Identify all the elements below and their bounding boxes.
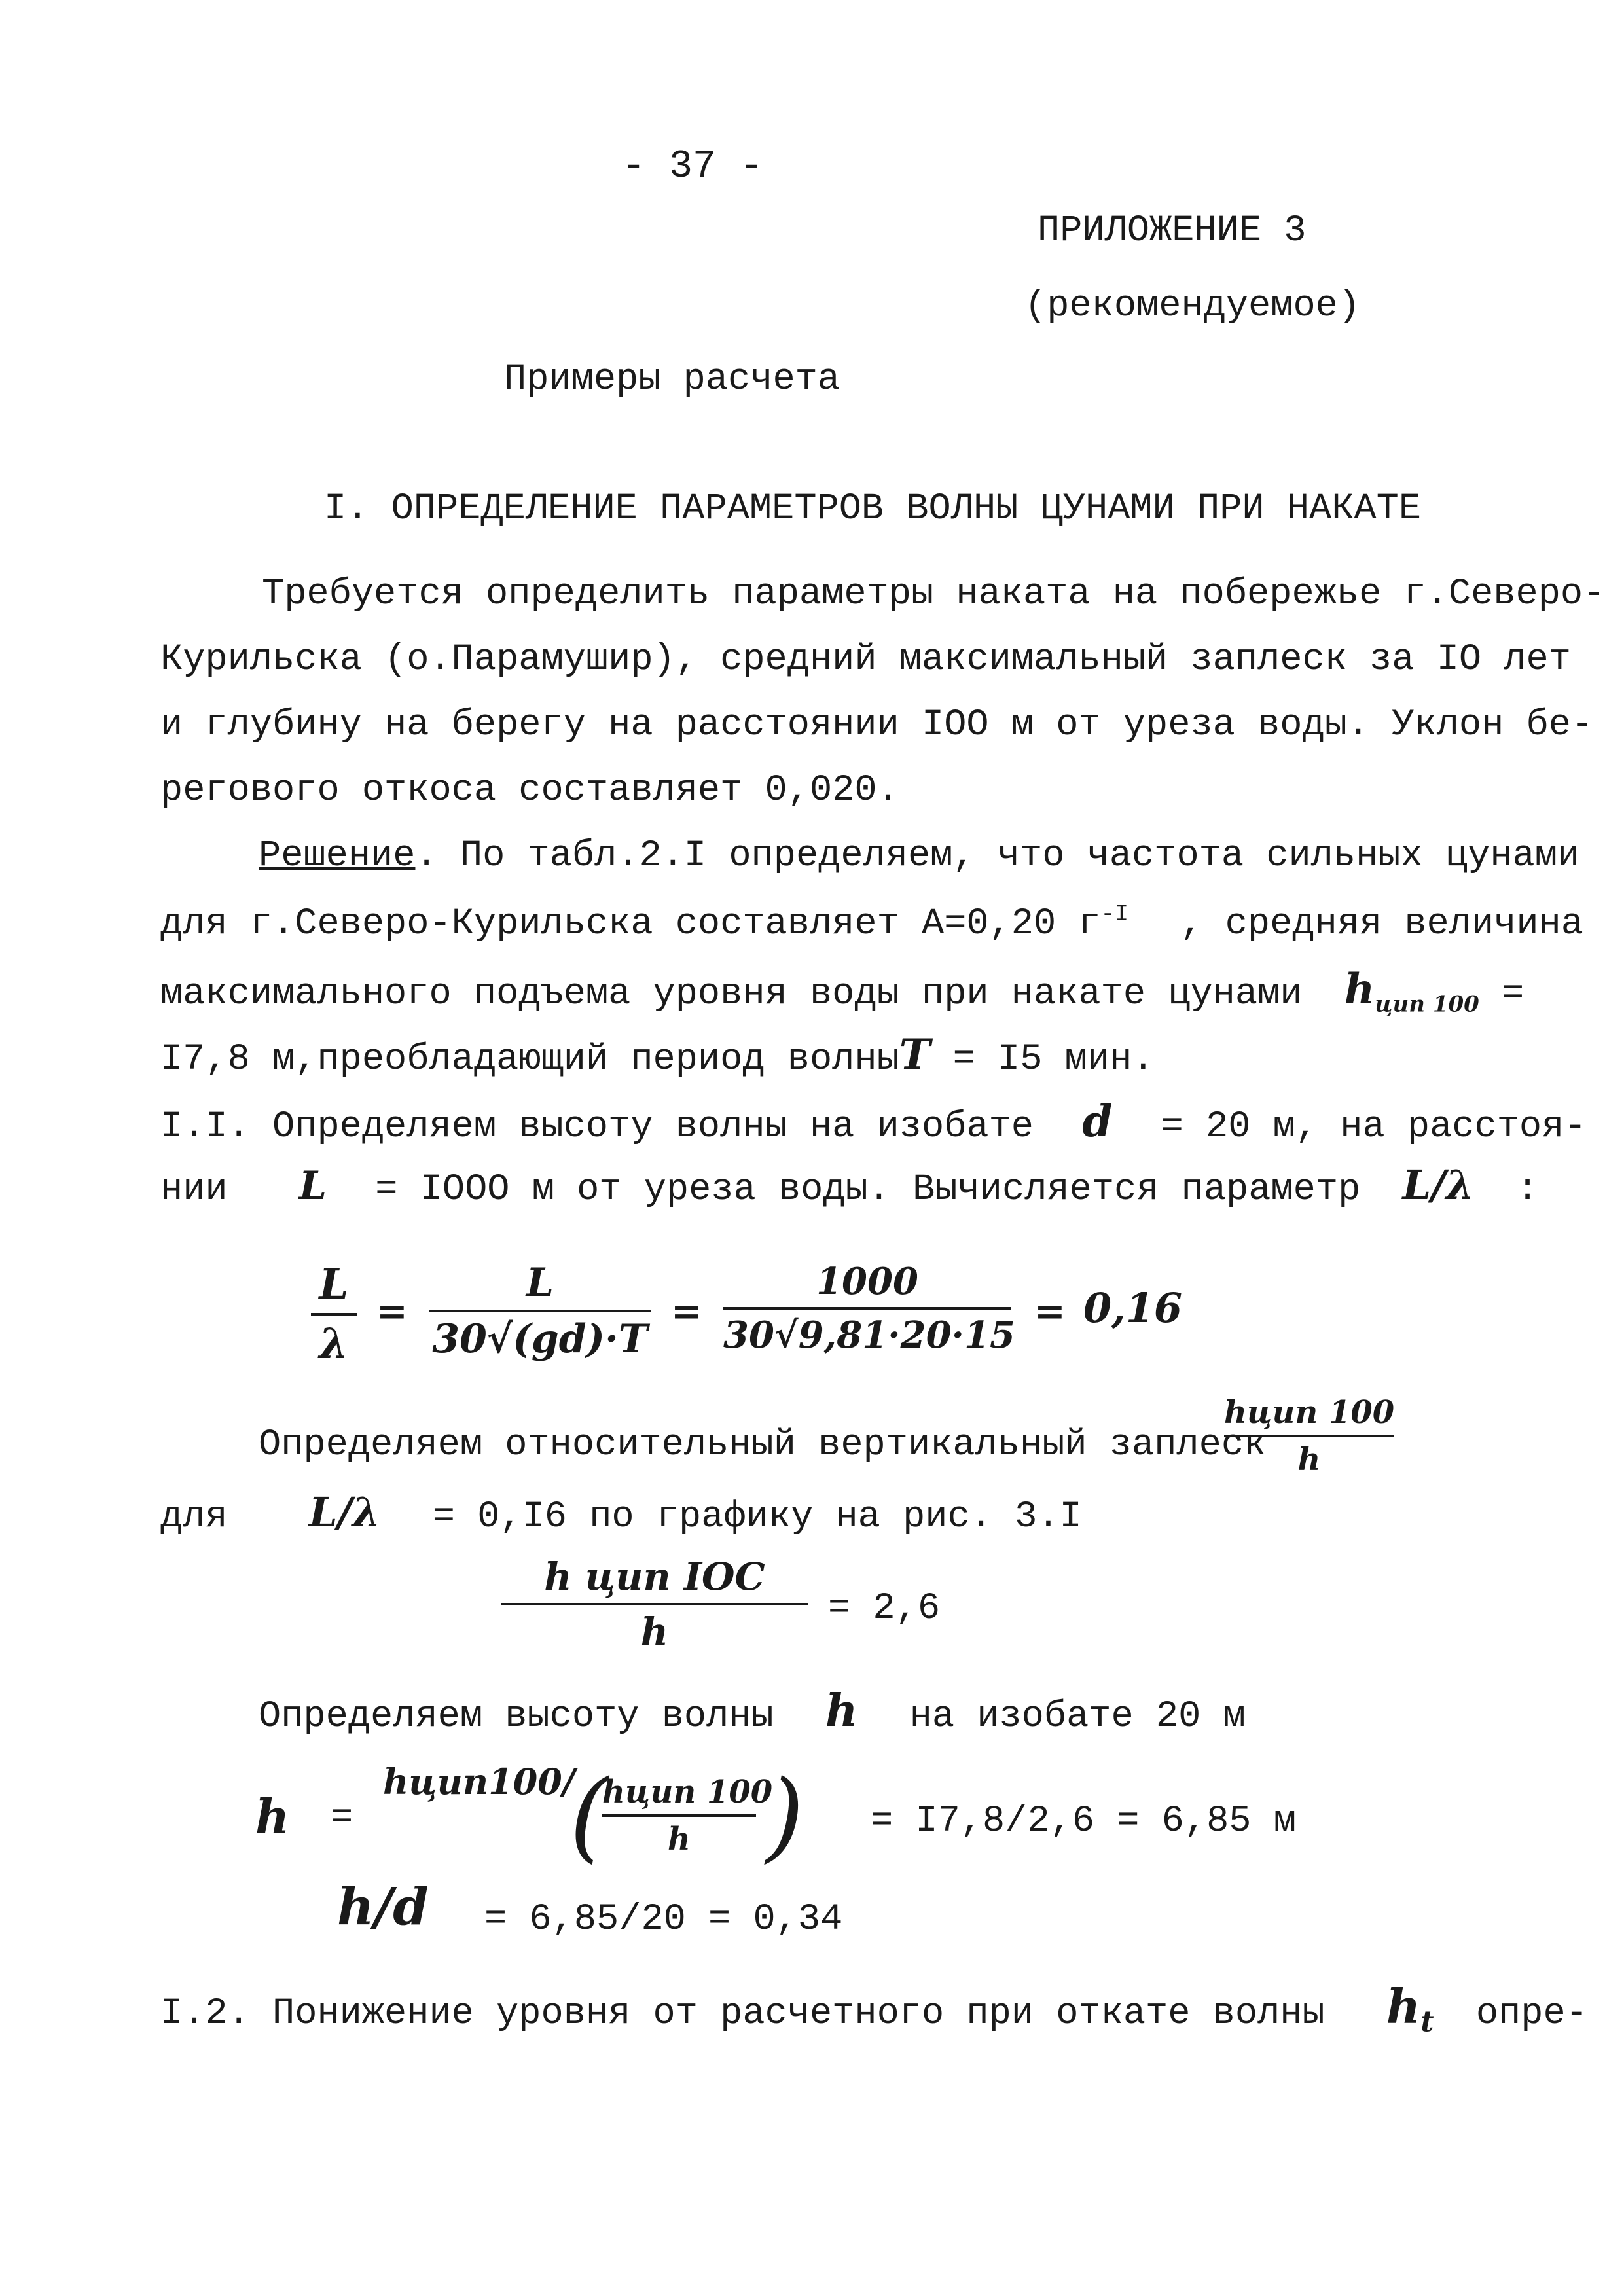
step-1-1-text-b: = 20 м, на расстоя- <box>1161 1106 1587 1148</box>
fraction-bar <box>602 1814 756 1817</box>
h-subscript: цип 100 <box>1375 991 1479 1018</box>
formula-3-paren-den: h <box>668 1821 691 1857</box>
formula-2-fraction <box>501 1554 808 1654</box>
formula-1-f3-den: 30√9,81·20·15 <box>723 1314 1015 1357</box>
step-1-1-colon: : <box>1516 1169 1539 1211</box>
fraction-bar <box>311 1313 357 1316</box>
for-graph-line <box>160 1488 1082 1538</box>
d-symbol: d <box>1082 1096 1113 1147</box>
formula-1-f2-num: L <box>526 1260 554 1306</box>
wave-height-text-b: на изобате 20 м <box>909 1696 1246 1738</box>
solution-line-2 <box>160 903 1583 943</box>
formula-1-eq-3: = <box>1034 1289 1066 1333</box>
formula-1-eq-1: = <box>376 1289 408 1333</box>
solution-line-1 <box>259 835 1580 877</box>
formula-1-fraction-1 <box>311 1260 357 1369</box>
for-text: для <box>160 1496 228 1538</box>
step-1-1-line-2 <box>160 1161 1539 1211</box>
step-1-1-nii: нии <box>160 1169 228 1211</box>
formula-3-paren-fraction <box>602 1774 773 1857</box>
formula-1-fraction-2 <box>429 1260 651 1362</box>
L-over-lambda-symbol: L/λ <box>308 1488 381 1536</box>
formula-1-f3-num: 1000 <box>816 1260 918 1303</box>
t-subscript: t <box>1420 2005 1434 2039</box>
formula-3-paren-num: hцип 100 <box>602 1774 773 1810</box>
relative-runup-den: h <box>1297 1441 1321 1478</box>
L-symbol: L <box>298 1163 327 1209</box>
solution-line-3 <box>160 965 1525 1018</box>
fraction-bar <box>501 1603 808 1605</box>
formula-3-lhs: h <box>255 1789 290 1844</box>
solution-line-1-text: . По табл.2.I определяем, что частота сильных цунами <box>415 835 1580 877</box>
solution-line-4-text-b: = I5 мин. <box>952 1039 1155 1081</box>
intro-line-2: Курильска (о.Парамушир), средний максимальный заплеск за IO лет <box>160 639 1571 681</box>
solution-line-2-text-b: , средняя величина <box>1180 903 1583 945</box>
solution-line-2-text-a: для г.Северо-Курильска составляет А=0,20 г <box>160 903 1101 945</box>
h-symbol: h <box>1386 1979 1421 2034</box>
formula-1-fraction-3 <box>723 1260 1015 1357</box>
formula-3-rhs: = I7,8/2,6 = 6,85 м <box>871 1801 1296 1842</box>
step-1-2-text-a: I.2. Понижение уровня от расчетного при откате волны <box>160 1993 1325 2035</box>
formula-4-lhs: h/d <box>337 1877 429 1937</box>
for-graph-text: = 0,I6 по графику на рис. 3.I <box>432 1496 1082 1538</box>
intro-line-3: и глубину на берегу на расстоянии IOO м от уреза воды. Уклон бе- <box>160 704 1594 746</box>
fraction-bar <box>723 1307 1011 1310</box>
formula-3-eq: = <box>331 1797 353 1839</box>
solution-line-3-eq: = <box>1502 973 1525 1015</box>
h-symbol: h <box>1344 965 1375 1014</box>
wave-height-line <box>259 1685 1246 1738</box>
appendix-subtitle: (рекомендуемое) <box>1024 285 1361 327</box>
left-paren: ( <box>569 1759 608 1873</box>
formula-2-den: h <box>640 1609 669 1654</box>
formula-1-f1-num: L <box>319 1260 349 1309</box>
step-1-2-text-b: опре- <box>1475 1993 1588 2035</box>
solution-line-4 <box>160 1030 1155 1081</box>
formula-1-f1-den: λ <box>319 1319 349 1369</box>
relative-runup-fraction <box>1224 1394 1394 1478</box>
intro-line-1: Требуется определить параметры наката на побережье г.Северо- <box>262 573 1606 615</box>
fraction-bar <box>429 1310 651 1312</box>
right-paren: ) <box>766 1759 804 1873</box>
L-over-lambda-symbol: L/λ <box>1402 1161 1475 1209</box>
intro-line-4: регового откоса составляет 0,020. <box>160 770 899 812</box>
step-1-1-line-1 <box>160 1096 1587 1148</box>
solution-line-2-exponent: -I <box>1100 901 1129 927</box>
h-symbol: h <box>825 1685 858 1737</box>
section-title: I. ОПРЕДЕЛЕНИЕ ПАРАМЕТРОВ ВОЛНЫ ЦУНАМИ ПРИ НАКАТЕ <box>324 488 1422 530</box>
page-number: - 37 - <box>622 145 764 189</box>
formula-1-f2-den: 30√(gd)·T <box>432 1316 648 1362</box>
formula-1-eq-2: = <box>671 1289 702 1333</box>
T-symbol: T <box>899 1030 931 1079</box>
relative-runup-text: Определяем относительный вертикальный заплеск <box>259 1424 1267 1466</box>
solution-line-4-text-a: I7,8 м,преобладающий период волны <box>160 1039 899 1081</box>
fraction-bar <box>1224 1435 1394 1437</box>
formula-3-term: hцип100/ <box>383 1761 575 1803</box>
formula-1-result: 0,16 <box>1083 1284 1183 1332</box>
step-1-1-line-2-text: = IOOO м от уреза воды. Вычисляется параметр <box>375 1169 1361 1211</box>
appendix-title: ПРИЛОЖЕНИЕ 3 <box>1038 210 1307 252</box>
solution-label: Решение <box>259 835 416 877</box>
document-title: Примеры расчета <box>504 359 840 401</box>
formula-2-rhs: = 2,6 <box>828 1588 941 1630</box>
relative-runup-num: hцип 100 <box>1224 1394 1395 1431</box>
formula-2-num: h цип IOC <box>544 1554 765 1599</box>
wave-height-text-a: Определяем высоту волны <box>259 1696 774 1738</box>
formula-4-rhs: = 6,85/20 = 0,34 <box>484 1899 843 1941</box>
solution-line-3-text: максимального подъема уровня воды при накате цунами <box>160 973 1303 1015</box>
step-1-1-text-a: I.I. Определяем высоту волны на изобате <box>160 1106 1034 1148</box>
step-1-2-line-1 <box>160 1979 1588 2039</box>
